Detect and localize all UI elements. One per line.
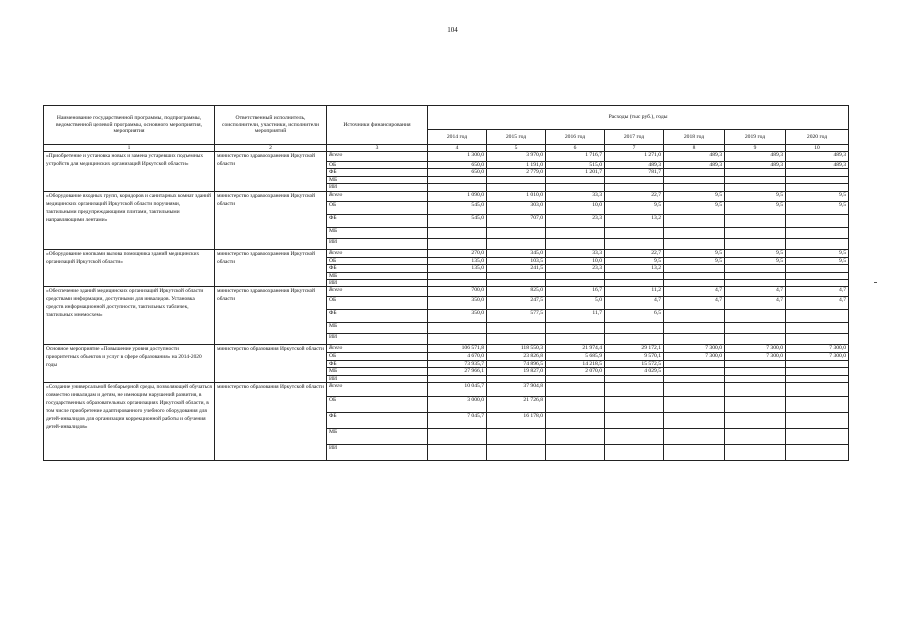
amount-cell: 23,3 [546,265,605,272]
amount-cell [546,383,605,397]
amount-cell [725,214,786,227]
amount-cell [725,375,786,382]
amount-cell [546,227,605,238]
amount-cell [605,227,664,238]
measure-name: «Приобретение и установка новых и замена устаревших подъемных устройств для медицинских организаций Иркутской области» [44,152,215,192]
executor: министерство образования Иркутской области [215,345,327,383]
header-expenses: Расходы (тыс руб.), годы [428,106,849,130]
amount-cell [546,184,605,191]
amount-cell: 247,5 [487,297,546,310]
amount-cell [664,169,725,176]
amount-cell: 135,0 [428,257,487,264]
page-number: 104 [447,26,458,34]
amount-cell: 9,5 [786,201,849,214]
amount-cell [605,279,664,286]
amount-cell [725,176,786,183]
amount-cell: 5,0 [546,297,605,310]
amount-cell [786,323,849,334]
amount-cell [786,413,849,429]
amount-cell: 1 271,0 [605,152,664,162]
amount-cell [725,272,786,279]
amount-cell [664,383,725,397]
table-row [44,191,849,201]
amount-cell [605,413,664,429]
amount-cell [725,413,786,429]
measure-name: «Оборудование входных групп, коридоров и санитарных комнат зданий медицинских организаций Иркутской области поручнями, тактильными предупреждающими плитами, тактильными направляющими лентами» [44,191,215,249]
column-index: 9 [725,145,786,152]
measure-name: «Создание универсальной безбарьерной среды, позволяющей обучаться совместно инвалидам и детям, не имеющим нарушений развития, в государственных образовательных организациях Иркутской области, в том числе приобретение адаптированного учебного оборудования для детей-инвалидов для организации коррекционной работы и обучения детей-инвалидов» [44,383,215,461]
amount-cell [725,397,786,413]
amount-cell: 489,3 [786,152,849,162]
amount-cell [605,445,664,461]
amount-cell [487,176,546,183]
executor: министерство здравоохранения Иркутской области [215,287,327,345]
funding-source: МБ [327,176,428,183]
funding-source: МБ [327,227,428,238]
amount-cell [605,397,664,413]
amount-cell [786,429,849,445]
amount-cell [546,413,605,429]
amount-cell [725,360,786,367]
column-index: 1 [44,145,215,152]
amount-cell [664,310,725,323]
amount-cell [786,272,849,279]
measure-name: «Оборудование кнопками вызова помощника зданий медицинских организаций Иркутской области» [44,249,215,287]
amount-cell: 10,0 [546,201,605,214]
funding-source: Всего [327,249,428,257]
amount-cell [664,375,725,382]
amount-cell [786,397,849,413]
amount-cell: 118 550,3 [487,345,546,353]
amount-cell [786,238,849,249]
amount-cell [725,445,786,461]
amount-cell: 7 300,0 [664,353,725,360]
amount-cell: 4,7 [725,297,786,310]
amount-cell: 2 779,0 [487,169,546,176]
amount-cell [428,227,487,238]
amount-cell: 2 070,0 [546,368,605,375]
header-year: 2019 год [725,130,786,145]
amount-cell: 270,0 [428,249,487,257]
amount-cell: 489,3 [605,162,664,169]
amount-cell: 4,7 [605,297,664,310]
amount-cell [786,214,849,227]
amount-cell [428,279,487,286]
amount-cell: 489,3 [664,152,725,162]
scan-mark [874,282,877,283]
amount-cell: 7 300,0 [786,345,849,353]
funding-source: ФБ [327,214,428,227]
amount-cell [664,272,725,279]
amount-cell [664,445,725,461]
amount-cell [664,429,725,445]
funding-source: Всего [327,383,428,397]
header-executor: Ответственный исполнитель, соисполнители, участники, исполнители мероприятий [215,106,327,145]
column-index: 10 [786,145,849,152]
funding-source: ФБ [327,265,428,272]
amount-cell [428,272,487,279]
amount-cell: 29 172,1 [605,345,664,353]
amount-cell: 489,3 [664,162,725,169]
amount-cell [725,227,786,238]
amount-cell: 489,3 [786,162,849,169]
amount-cell [664,238,725,249]
amount-cell: 9,5 [725,201,786,214]
amount-cell [605,429,664,445]
amount-cell [605,184,664,191]
amount-cell [428,334,487,345]
amount-cell [786,383,849,397]
column-index: 3 [327,145,428,152]
funding-source: ИИ [327,238,428,249]
amount-cell: 1 201,7 [546,169,605,176]
table-row [44,249,849,257]
header-year: 2018 год [664,130,725,145]
amount-cell [664,334,725,345]
table-body [44,152,849,461]
amount-cell [487,272,546,279]
amount-cell [664,368,725,375]
table-row [44,287,849,297]
funding-source: ФБ [327,310,428,323]
amount-cell: 16 178,0 [487,413,546,429]
table-row [44,152,849,162]
amount-cell [664,184,725,191]
funding-source: МБ [327,368,428,375]
amount-cell [786,184,849,191]
amount-cell [546,445,605,461]
amount-cell [605,323,664,334]
funding-source: Всего [327,152,428,162]
funding-source: ОБ [327,353,428,360]
amount-cell: 9,5 [664,201,725,214]
amount-cell: 21 974,4 [546,345,605,353]
amount-cell: 27 966,1 [428,368,487,375]
header-year: 2020 год [786,130,849,145]
funding-source: МБ [327,429,428,445]
amount-cell: 10 045,7 [428,383,487,397]
amount-cell: 5 685,9 [546,353,605,360]
funding-source: ФБ [327,413,428,429]
funding-source: ОБ [327,162,428,169]
funding-source: ОБ [327,201,428,214]
amount-cell: 1 191,0 [487,162,546,169]
amount-cell [487,227,546,238]
amount-cell [605,238,664,249]
amount-cell [428,238,487,249]
funding-source: Всего [327,287,428,297]
amount-cell: 345,0 [487,249,546,257]
funding-source: ИИ [327,184,428,191]
funding-source: ФБ [327,360,428,367]
amount-cell: 4,7 [725,287,786,297]
amount-cell [786,334,849,345]
table-row [44,345,849,353]
amount-cell [546,272,605,279]
amount-cell [786,360,849,367]
amount-cell [725,334,786,345]
amount-cell [487,445,546,461]
amount-cell: 350,0 [428,310,487,323]
amount-cell [786,265,849,272]
amount-cell [725,279,786,286]
header-source: Источники финансирования [327,106,428,145]
funding-source: ИИ [327,279,428,286]
amount-cell: 7 300,0 [725,353,786,360]
amount-cell [786,279,849,286]
amount-cell [664,413,725,429]
amount-cell: 6,5 [605,310,664,323]
amount-cell [546,375,605,382]
column-index: 4 [428,145,487,152]
amount-cell [487,375,546,382]
amount-cell [786,310,849,323]
amount-cell [664,227,725,238]
amount-cell [428,375,487,382]
amount-cell [664,214,725,227]
amount-cell: 545,0 [428,201,487,214]
amount-cell: 7 300,0 [786,353,849,360]
amount-cell: 11,2 [605,287,664,297]
measure-name: «Обеспечение зданий медицинских организаций Иркутской области средствами информации, доступными для инвалидов. Установка средств информационной доступности, тактильных табличек, тактильных мнемосхем» [44,287,215,345]
amount-cell [786,375,849,382]
amount-cell: 14 218,5 [546,360,605,367]
header-year: 2017 год [605,130,664,145]
amount-cell: 489,3 [725,162,786,169]
amount-cell [725,169,786,176]
amount-cell [786,169,849,176]
amount-cell [725,323,786,334]
amount-cell: 545,0 [428,214,487,227]
amount-cell: 7 300,0 [725,345,786,353]
amount-cell: 4,7 [786,287,849,297]
amount-cell [546,323,605,334]
amount-cell: 7 300,0 [664,345,725,353]
amount-cell: 106 571,8 [428,345,487,353]
amount-cell: 15 572,5 [605,360,664,367]
amount-cell: 9,5 [786,249,849,257]
executor: министерство здравоохранения Иркутской области [215,152,327,192]
amount-cell: 577,5 [487,310,546,323]
amount-cell [786,227,849,238]
amount-cell [664,360,725,367]
amount-cell [428,445,487,461]
funding-source: ОБ [327,257,428,264]
amount-cell: 241,5 [487,265,546,272]
budget-table [43,105,849,461]
amount-cell [725,383,786,397]
amount-cell: 1 010,0 [487,191,546,201]
amount-cell: 16,7 [546,287,605,297]
amount-cell [487,334,546,345]
amount-cell: 650,0 [428,162,487,169]
funding-source: Всего [327,191,428,201]
amount-cell: 9 570,1 [605,353,664,360]
amount-cell: 9,5 [664,257,725,264]
funding-source: Всего [327,345,428,353]
funding-source: ИИ [327,334,428,345]
amount-cell: 22,7 [605,249,664,257]
amount-cell: 9,5 [664,249,725,257]
amount-cell [725,310,786,323]
amount-cell [786,368,849,375]
amount-cell: 9,5 [725,249,786,257]
amount-cell [428,323,487,334]
amount-cell: 9,5 [725,191,786,201]
column-index: 8 [664,145,725,152]
amount-cell [546,176,605,183]
amount-cell [605,176,664,183]
funding-source: ИИ [327,445,428,461]
amount-cell [664,176,725,183]
amount-cell: 3 970,0 [487,152,546,162]
amount-cell: 9,5 [605,257,664,264]
amount-cell [428,176,487,183]
amount-cell: 9,5 [664,191,725,201]
amount-cell [664,323,725,334]
amount-cell: 23,3 [546,214,605,227]
column-index: 7 [605,145,664,152]
amount-cell: 1 300,0 [428,152,487,162]
header-name: Наименование государственной программы, подпрограммы, ведомственной целевой программы, основного мероприятия, мероприятия [44,106,215,145]
amount-cell [487,323,546,334]
amount-cell: 23 826,8 [487,353,546,360]
amount-cell: 4,7 [786,297,849,310]
amount-cell [546,238,605,249]
amount-cell [428,184,487,191]
funding-source: ОБ [327,297,428,310]
amount-cell: 781,7 [605,169,664,176]
amount-cell [725,368,786,375]
amount-cell: 1 716,7 [546,152,605,162]
amount-cell: 700,0 [428,287,487,297]
amount-cell [786,445,849,461]
amount-cell: 33,3 [546,249,605,257]
funding-source: МБ [327,272,428,279]
amount-cell: 4,7 [664,287,725,297]
amount-cell: 9,5 [605,201,664,214]
amount-cell: 1 090,0 [428,191,487,201]
amount-cell: 9,5 [725,257,786,264]
funding-source: МБ [327,323,428,334]
executor: министерство образования Иркутской области [215,383,327,461]
amount-cell: 9,5 [786,257,849,264]
amount-cell [664,397,725,413]
amount-cell [546,429,605,445]
amount-cell: 707,0 [487,214,546,227]
amount-cell: 74 896,5 [487,360,546,367]
amount-cell: 13,2 [605,214,664,227]
amount-cell: 489,3 [725,152,786,162]
amount-cell [725,265,786,272]
amount-cell [664,265,725,272]
amount-cell: 22,7 [605,191,664,201]
executor: министерство здравоохранения Иркутской области [215,191,327,249]
funding-source: ОБ [327,397,428,413]
amount-cell: 21 726,8 [487,397,546,413]
measure-name: Основное мероприятие «Повышение уровня доступности приоритетных объектов и услуг в сфере образования» на 2014-2020 годы [44,345,215,383]
amount-cell: 73 935,7 [428,360,487,367]
amount-cell: 825,0 [487,287,546,297]
amount-cell [487,429,546,445]
amount-cell [546,397,605,413]
amount-cell [605,334,664,345]
amount-cell: 13,2 [605,265,664,272]
amount-cell: 4 029,5 [605,368,664,375]
amount-cell: 19 827,0 [487,368,546,375]
amount-cell: 4,7 [664,297,725,310]
header-year: 2016 год [546,130,605,145]
funding-source: ИИ [327,375,428,382]
amount-cell [487,184,546,191]
amount-cell: 3 000,0 [428,397,487,413]
amount-cell [786,176,849,183]
amount-cell: 135,0 [428,265,487,272]
amount-cell [487,279,546,286]
amount-cell: 11,7 [546,310,605,323]
funding-source: ФБ [327,169,428,176]
amount-cell: 4 670,0 [428,353,487,360]
amount-cell [546,279,605,286]
amount-cell: 515,0 [546,162,605,169]
amount-cell: 9,5 [786,191,849,201]
amount-cell [725,184,786,191]
amount-cell: 7 045,7 [428,413,487,429]
header-year: 2014 год [428,130,487,145]
amount-cell: 303,0 [487,201,546,214]
column-index: 5 [487,145,546,152]
amount-cell [605,272,664,279]
amount-cell [725,238,786,249]
table-row [44,383,849,397]
amount-cell: 37 904,8 [487,383,546,397]
amount-cell: 33,3 [546,191,605,201]
amount-cell [487,238,546,249]
amount-cell [428,429,487,445]
amount-cell: 10,0 [546,257,605,264]
amount-cell [605,375,664,382]
amount-cell [664,279,725,286]
amount-cell: 103,5 [487,257,546,264]
column-index: 6 [546,145,605,152]
amount-cell [605,383,664,397]
amount-cell: 650,0 [428,169,487,176]
amount-cell: 350,0 [428,297,487,310]
amount-cell [546,334,605,345]
header-year: 2015 год [487,130,546,145]
column-index: 2 [215,145,327,152]
executor: министерство здравоохранения Иркутской области [215,249,327,287]
amount-cell [725,429,786,445]
